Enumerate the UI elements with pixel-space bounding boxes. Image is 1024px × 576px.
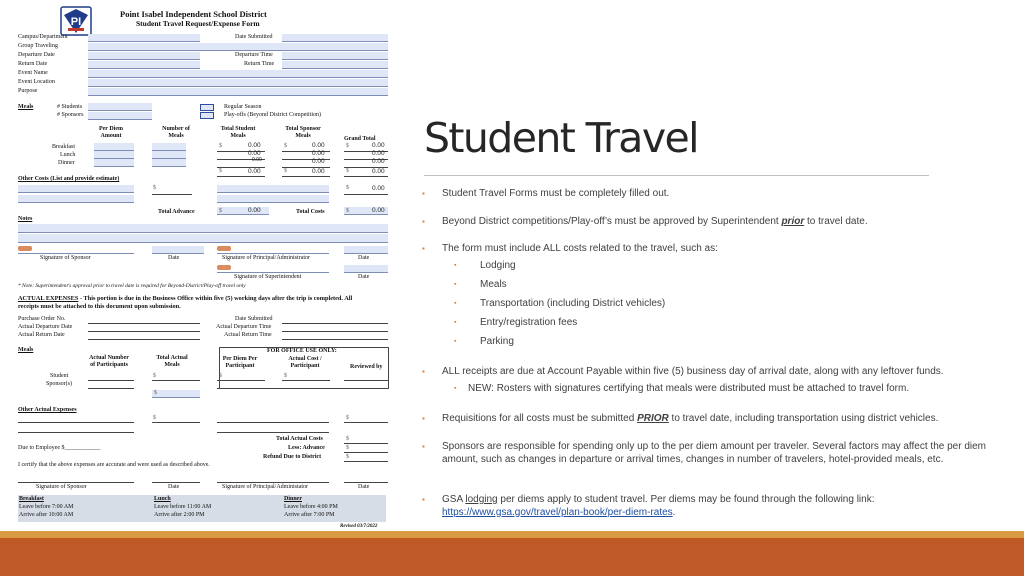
return-time-label: Return Time <box>244 61 275 67</box>
sponsor-signature-field[interactable] <box>18 246 134 254</box>
other-costs-total: 0.00 <box>372 185 385 192</box>
field-label-event-name: Event Name <box>18 70 48 76</box>
sig-date-label-2: Date <box>358 255 370 261</box>
regular-season-checkbox[interactable] <box>200 104 214 111</box>
regular-season-label: Regular Season <box>224 104 262 110</box>
actual-expenses-desc: receipts must be attached to this document upon submission. <box>18 303 181 310</box>
grand-breakfast-total: 0.00 <box>372 142 385 149</box>
svg-text:PI: PI <box>70 16 82 28</box>
sub-bullet-icon: ▪ <box>454 319 457 326</box>
grand-dinner-total: 0.00 <box>372 158 385 165</box>
slide-title: Student Travel <box>424 114 698 162</box>
sig-sponsor-label: Signature of Sponsor <box>40 255 91 261</box>
sub-bullet-icon: ▪ <box>454 338 457 345</box>
purpose-field[interactable] <box>88 88 388 96</box>
row-dinner: Dinner <box>58 160 75 166</box>
sub-bullet-icon: ▪ <box>454 281 457 288</box>
dinner-rule-1: Leave before 4:00 PM <box>284 504 338 510</box>
playoffs-checkbox[interactable] <box>200 112 214 119</box>
event-name-field[interactable] <box>88 70 388 78</box>
bullet-receipts-due: ▪ ALL receipts are due at Account Payable within five (5) business day of arrival date, along with any leftover funds. <box>422 366 944 377</box>
col-total-sponsor: Total Sponsor Meals <box>285 126 321 139</box>
field-label-return-date: Return Date <box>18 61 48 67</box>
title-divider <box>424 175 929 176</box>
bullet-sponsor-per-diem: ▪ Sponsors are responsible for spending only up to the per diem amount per traveler. Several factors may affect the per diem amount, such as changes in departure or arrival times, changes in number of travelers, hotel-provided meals, etc. <box>422 441 986 465</box>
num-sponsors-label: # Sponsors <box>57 112 84 118</box>
student-meals-sum: 0.00 <box>248 168 261 175</box>
field-label-group: Group Traveling <box>18 43 58 49</box>
footer-accent-band <box>0 531 1024 538</box>
sub-bullet-icon: ▪ <box>454 385 457 392</box>
per-diem-lunch[interactable] <box>94 151 134 159</box>
num-meals-lunch[interactable] <box>152 151 186 159</box>
actual-dep-time-label: Actual Departure Time <box>216 324 272 330</box>
num-students-label: # Students <box>57 104 83 110</box>
total-advance-label: Total Advance <box>158 209 195 215</box>
actual-sponsors-label: Sponsor(s) <box>46 381 73 387</box>
breakfast-rule-2: Arrive after 10:00 AM <box>19 512 74 518</box>
total-costs-label: Total Costs <box>296 209 325 215</box>
total-advance-value: 0.00 <box>248 207 261 214</box>
footer-bar <box>0 538 1024 576</box>
date-submitted-field[interactable] <box>282 34 388 42</box>
bullet-icon: ▪ <box>422 244 425 253</box>
student-breakfast-total: 0.00 <box>248 142 261 149</box>
cost-item-parking: ▪ Parking <box>454 336 514 347</box>
total-actual-costs-label: Total Actual Costs <box>276 436 323 442</box>
actual-return-label: Actual Return Date <box>18 332 65 338</box>
other-costs-label: Other Costs (List and provide estimate) <box>18 176 120 182</box>
form-title: Student Travel Request/Expense Form <box>136 19 260 28</box>
bullet-superintendent-approval: ▪ Beyond District competitions/Play-off’s must be approved by Superintendent prior to travel date. <box>422 216 868 227</box>
num-students-field[interactable] <box>88 103 152 111</box>
other-expenses-label: Other Actual Expenses <box>18 407 77 413</box>
superintendent-date-field[interactable] <box>344 265 388 273</box>
cost-item-entry-fees: ▪ Entry/registration fees <box>454 317 578 328</box>
col-number-meals: Number of Meals <box>162 126 190 139</box>
district-name: Point Isabel Independent School District <box>120 9 267 19</box>
bullet-icon: ▪ <box>422 414 425 423</box>
sponsor-lunch-total: 0.00 <box>312 150 325 157</box>
field-label-event-location: Event Location <box>18 79 55 85</box>
cost-item-meals: ▪ Meals <box>454 279 507 290</box>
sub-bullet-icon: ▪ <box>454 262 457 269</box>
dinner-rule-2: Arrive after 7:00 PM <box>284 512 335 518</box>
col-total-student: Total Student Meals <box>220 126 256 139</box>
other-cost-3[interactable] <box>217 185 329 193</box>
sub-bullet-icon: ▪ <box>454 300 457 307</box>
notes-line-2[interactable] <box>18 234 388 243</box>
actual-ret-time-label: Actual Return Time <box>224 332 272 338</box>
date-submitted-label: Date Submitted <box>235 34 273 40</box>
breakfast-rule-1: Leave before 7:00 AM <box>19 504 74 510</box>
refund-label: Refund Due to District <box>263 454 322 460</box>
due-employee-label: Due to Employee $____________ <box>18 445 101 451</box>
actual-student-label: Student <box>50 373 69 379</box>
notes-label: Notes <box>18 216 33 222</box>
actual-expenses-heading: ACTUAL EXPENSES - This portion is due in the Business Office within five (5) working days after the trip is completed. All <box>18 295 353 302</box>
superintendent-signature-field[interactable] <box>217 265 329 273</box>
receipts-new-note: ▪ NEW: Rosters with signatures certifying that meals were distributed must be attached to travel form. <box>454 383 910 394</box>
less-advance-label: Less: Advance <box>288 445 325 451</box>
student-lunch-total: 0.00 <box>248 150 261 157</box>
lunch-rule-2: Arrive after 2:00 PM <box>154 512 205 518</box>
actual-sponsor-meals-field[interactable] <box>152 390 200 398</box>
po-label: Purchase Order No. <box>18 316 66 322</box>
actual-meals-label: Meals <box>18 347 34 353</box>
group-field[interactable] <box>88 43 388 51</box>
sig-superintendent-label: Signature of Superintendent <box>234 274 302 280</box>
bullet-gsa-lodging: ▪ GSA lodging per diems apply to student travel. Per diems may be found through the following link: https://www.gsa.gov/travel/plan-book/per-diem-rates. <box>422 494 875 518</box>
playoffs-label: Play-offs (Beyond District Competition) <box>224 112 322 118</box>
sig-date-label-3: Date <box>358 274 370 280</box>
office-use-label: FOR OFFICE USE ONLY: <box>267 348 337 354</box>
note-line: * Note: Superintendent's approval prior to travel date is required for Beyond-District/Play-off travel only <box>18 283 246 289</box>
revised-date: Revised 03/7/2022 <box>340 524 378 529</box>
other-cost-2[interactable] <box>18 195 134 203</box>
travel-form-image: PI Point Isabel Independent School District Student Travel Request/Expense Form Campus/Department Group Traveling Departure Date Return Date Event Name Event Location Purpose Date Submitted Departure Time Return Time Meals # Students # Sponsors Regular Season Play-offs (Beyond District Competition) Per Diem Amount Number of Meals Total Student Meals Total Sponsor Meals Grand Total Breakfast Lunch Dinner $ $ $ 0.00 0.00 0.00 0.00 0.00 0.00 0.00 0.00 0.00 $ 0.00 $ 0.00 $ 0.00 Other Costs (List and provide estimate) $ $ 0.00 Total Advance $ 0.00 Total Costs $ 0.00 Notes Signature of Sponsor Date Signature of Principal/Administrator Date Signature of Superintendent Date * Note: Superintendent's approval prior to travel date is required for Beyond-District/Play-off travel only ACTUAL EXPENSES - This portion is due in the Business Office within five (5) working days after the trip is completed. All receipts must be attached to this document upon submission. Purchase Order No. Actual Departure Date Actual Return Date Date Submitted Actual Departure Time Actual Return Time Meals FOR OFFICE USE ONLY: Actual Number of Participants Total Actual Meals Per Diem Per Participant Actual Cost / Participant Reviewed by Student Sponsor(s) $ $ $ $ Other Actual Expenses $ $ Total Actual Costs Less: Advance Refund Due to District $ $ $ Due to Employee $____________ I certify that the above expenses are accurate and were used as described above. Signature of Sponsor Date Signature of Principal/Administator Date Breakfast Leave before 7:00 AM Arrive after 10:00 AM Lunch Leave before 11:00 AM Arrive after 2:00 PM Dinner Leave before 4:00 PM Arrive after 7:00 PM Revised 03/7/2022 <box>14 4 392 531</box>
actual-departure-label: Actual Departure Date <box>18 324 73 330</box>
return-date-field[interactable] <box>88 61 200 69</box>
principal-signature-field[interactable] <box>217 246 329 254</box>
certify-text: I certify that the above expenses are accurate and were used as described above. <box>18 462 210 468</box>
grand-meals-sum: 0.00 <box>372 168 385 175</box>
num-sponsors-field[interactable] <box>88 112 152 120</box>
bullet-forms-filled: ▪ Student Travel Forms must be completely filled out. <box>422 188 670 199</box>
actual-col-reviewed: Reviewed by <box>350 364 383 370</box>
sig-principal-label: Signature of Principal/Administrator <box>222 255 310 261</box>
total-advance-field[interactable] <box>217 207 269 215</box>
grand-lunch-total: 0.00 <box>372 150 385 157</box>
sig-date-label: Date <box>168 255 180 261</box>
final-sig-date: Date <box>168 484 180 490</box>
field-label-campus: Campus/Department <box>18 34 68 40</box>
bullet-icon: ▪ <box>422 367 425 376</box>
actual-col-cost: Actual Cost / Participant <box>288 356 322 369</box>
bullet-all-costs: ▪ The form must include ALL costs related to the travel, such as: <box>422 243 718 254</box>
lunch-heading: Lunch <box>154 496 171 502</box>
cost-item-lodging: ▪ Lodging <box>454 260 516 271</box>
row-breakfast: Breakfast <box>52 144 75 150</box>
sponsor-dinner-total: 0.00 <box>312 158 325 165</box>
other-cost-1[interactable] <box>18 185 134 193</box>
per-diem-breakfast[interactable] <box>94 143 134 151</box>
lunch-rule-1: Leave before 11:00 AM <box>154 504 212 510</box>
bullet-icon: ▪ <box>422 217 425 226</box>
departure-date-field[interactable] <box>88 52 200 60</box>
num-meals-breakfast[interactable] <box>152 143 186 151</box>
per-diem-dinner[interactable] <box>94 159 134 167</box>
field-label-purpose: Purpose <box>18 88 38 94</box>
departure-time-label: Departure Time <box>235 52 273 58</box>
dinner-heading: Dinner <box>284 496 302 502</box>
field-label-departure-date: Departure Date <box>18 52 55 58</box>
actual-col-participants: Actual Number of Participants <box>89 355 129 368</box>
student-dinner-total: 0.00 <box>252 157 262 163</box>
num-meals-dinner[interactable] <box>152 159 186 167</box>
actual-date-submitted-label: Date Submitted <box>235 316 273 322</box>
final-sig-sponsor: Signature of Sponsor <box>36 484 87 490</box>
breakfast-heading: Breakfast <box>19 496 44 502</box>
col-grand-total: Grand Total <box>344 136 376 142</box>
col-per-diem: Per Diem Amount <box>98 126 124 139</box>
return-time-field[interactable] <box>282 61 388 69</box>
final-sig-administrator: Signature of Principal/Administator <box>222 484 308 490</box>
bullet-icon: ▪ <box>422 189 425 198</box>
campus-field[interactable] <box>88 34 200 42</box>
bullet-icon: ▪ <box>422 495 425 504</box>
bullet-requisitions: ▪ Requisitions for all costs must be submitted PRIOR to travel date, including transportation using district vehicles. <box>422 413 939 424</box>
event-location-field[interactable] <box>88 79 388 87</box>
row-lunch: Lunch <box>60 152 76 158</box>
sponsor-meals-sum: 0.00 <box>312 168 325 175</box>
other-cost-4[interactable] <box>217 195 329 203</box>
district-logo-icon <box>60 6 92 36</box>
cost-item-transportation: ▪ Transportation (including District vehicles) <box>454 298 666 309</box>
principal-date-field[interactable] <box>344 246 388 254</box>
actual-col-meals: Total Actual Meals <box>156 355 188 368</box>
notes-line-1[interactable] <box>18 224 388 233</box>
final-sig-date-2: Date <box>358 484 370 490</box>
sponsor-date-field[interactable] <box>152 246 204 254</box>
sponsor-breakfast-total: 0.00 <box>312 142 325 149</box>
total-costs-value: 0.00 <box>372 207 385 214</box>
bullet-icon: ▪ <box>422 442 425 451</box>
gsa-per-diem-link[interactable]: https://www.gsa.gov/travel/plan-book/per-diem-rates <box>442 506 673 518</box>
departure-time-field[interactable] <box>282 52 388 60</box>
meals-label: Meals <box>18 104 34 110</box>
actual-col-per-diem: Per Diem Per Participant <box>222 356 258 369</box>
